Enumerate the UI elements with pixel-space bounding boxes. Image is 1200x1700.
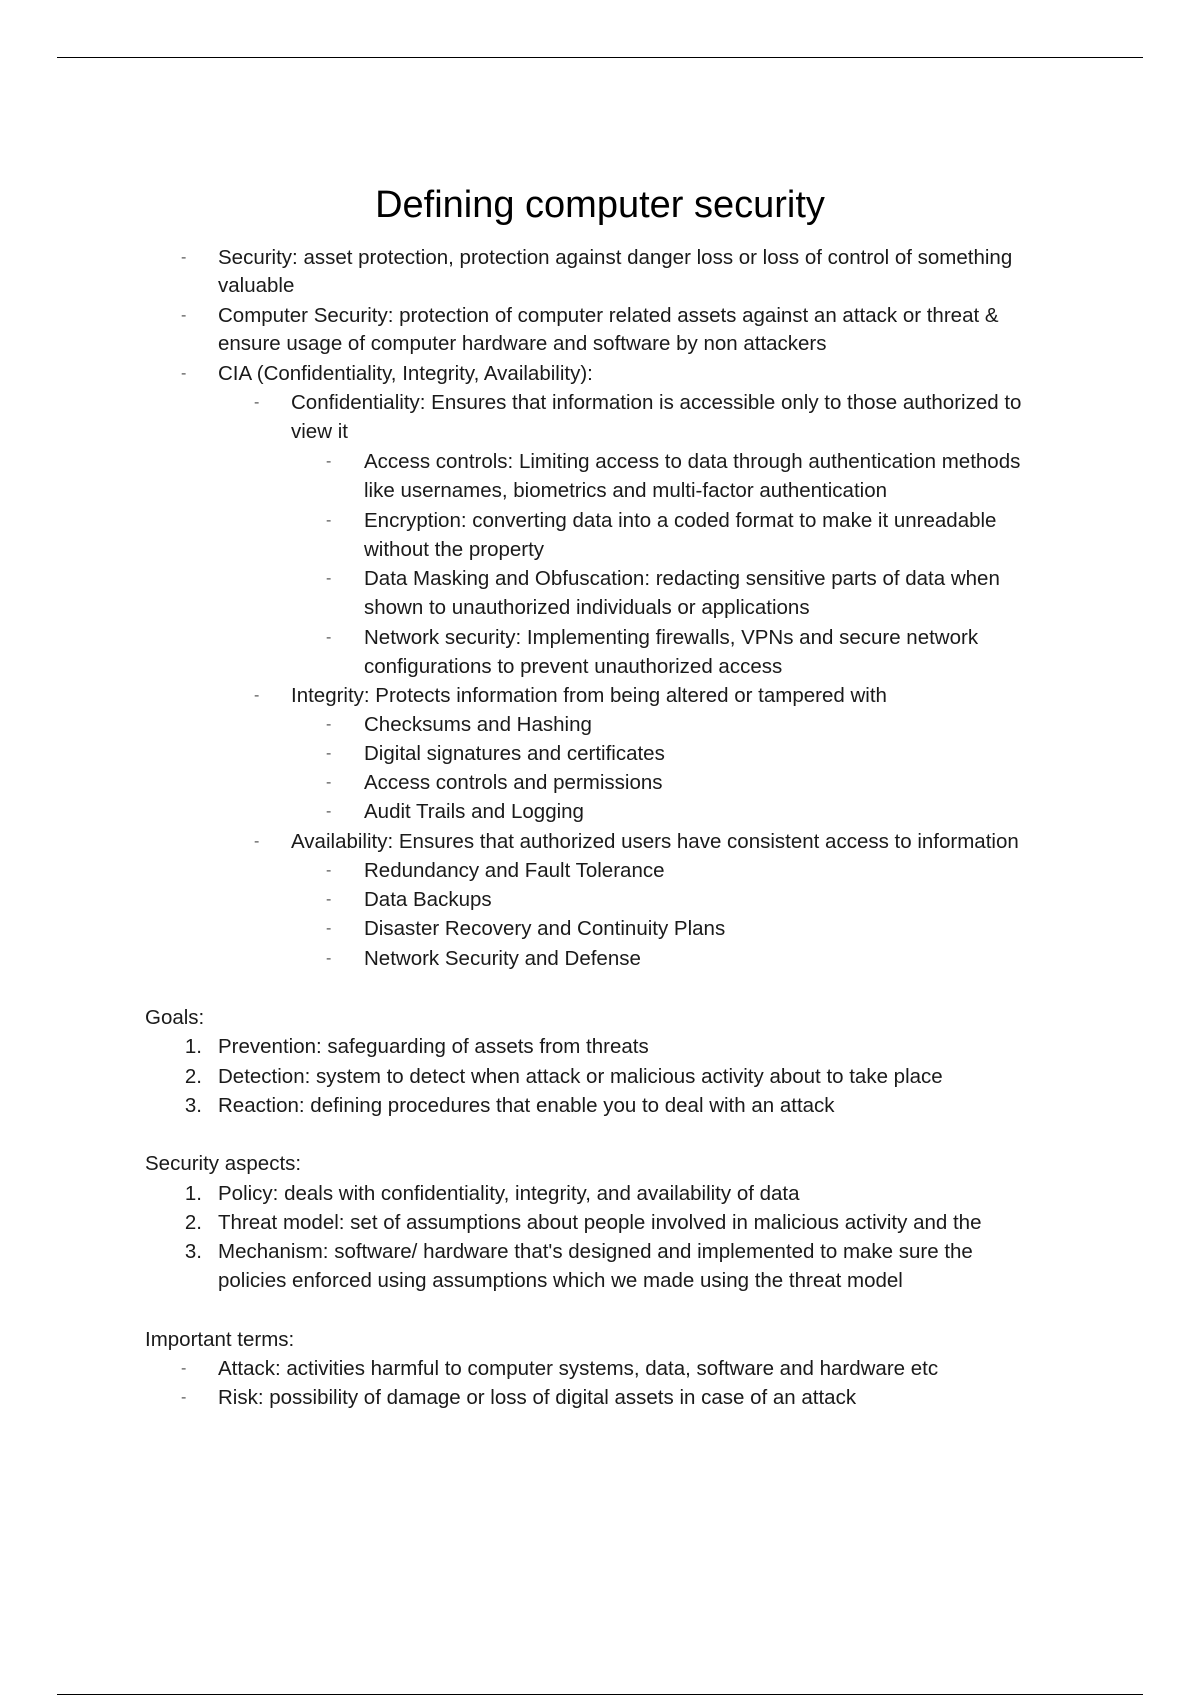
bullet-marker: -	[181, 307, 187, 324]
list-number: 2.	[184, 1211, 202, 1234]
bottom-rule	[57, 1694, 1143, 1695]
confidentiality-definition-cont: view it	[291, 420, 348, 443]
bullet-marker: -	[254, 394, 260, 411]
integrity-definition: Integrity: Protects information from being altered or tampered with	[291, 684, 887, 707]
bullet-marker: -	[326, 570, 332, 587]
bullet-marker: -	[254, 687, 260, 704]
bullet-marker: -	[326, 950, 332, 967]
availability-item: Data Backups	[364, 888, 492, 911]
goal-item: Detection: system to detect when attack or malicious activity about to take place	[218, 1065, 943, 1088]
bullet-marker: -	[181, 249, 187, 266]
computer-security-definition: Computer Security: protection of computer related assets against an attack or threat &	[218, 304, 999, 327]
integrity-item: Checksums and Hashing	[364, 713, 592, 736]
bullet-marker: -	[254, 833, 260, 850]
bullet-marker: -	[326, 920, 332, 937]
list-number: 1.	[184, 1035, 202, 1058]
bullet-marker: -	[326, 453, 332, 470]
page-title: Defining computer security	[375, 184, 825, 226]
availability-item: Network Security and Defense	[364, 947, 641, 970]
bullet-marker: -	[181, 365, 187, 382]
list-number: 3.	[184, 1240, 202, 1263]
bullet-marker: -	[326, 803, 332, 820]
security-definition-cont: valuable	[218, 274, 295, 297]
security-definition: Security: asset protection, protection against danger loss or loss of control of something	[218, 246, 1013, 269]
goals-heading: Goals:	[145, 1006, 205, 1029]
bullet-marker: -	[326, 774, 332, 791]
availability-item: Redundancy and Fault Tolerance	[364, 859, 665, 882]
goal-item: Prevention: safeguarding of assets from threats	[218, 1035, 649, 1058]
bullet-marker: -	[326, 716, 332, 733]
computer-security-definition-cont: ensure usage of computer hardware and software by non attackers	[218, 332, 827, 355]
availability-definition: Availability: Ensures that authorized users have consistent access to information	[291, 830, 1019, 853]
access-controls-item-cont: like usernames, biometrics and multi-factor authentication	[364, 479, 887, 502]
network-security-item-cont: configurations to prevent unauthorized access	[364, 655, 783, 678]
bullet-marker: -	[326, 629, 332, 646]
data-masking-item: Data Masking and Obfuscation: redacting sensitive parts of data when	[364, 567, 1000, 590]
network-security-item: Network security: Implementing firewalls, VPNs and secure network	[364, 626, 979, 649]
access-controls-item: Access controls: Limiting access to data through authentication methods	[364, 450, 1021, 473]
integrity-item: Access controls and permissions	[364, 771, 663, 794]
encryption-item: Encryption: converting data into a coded format to make it unreadable	[364, 509, 997, 532]
bullet-marker: -	[181, 1360, 187, 1377]
data-masking-item-cont: shown to unauthorized individuals or applications	[364, 596, 810, 619]
bullet-marker: -	[326, 891, 332, 908]
policy-item: Policy: deals with confidentiality, integrity, and availability of data	[218, 1182, 800, 1205]
attack-term: Attack: activities harmful to computer systems, data, software and hardware etc	[218, 1357, 939, 1380]
top-rule	[57, 57, 1143, 58]
goal-item: Reaction: defining procedures that enable you to deal with an attack	[218, 1094, 835, 1117]
mechanism-item: Mechanism: software/ hardware that's designed and implemented to make sure the	[218, 1240, 973, 1263]
list-number: 2.	[184, 1065, 202, 1088]
bullet-marker: -	[181, 1389, 187, 1406]
bullet-marker: -	[326, 512, 332, 529]
bullet-marker: -	[326, 862, 332, 879]
confidentiality-definition: Confidentiality: Ensures that information is accessible only to those authorized to	[291, 391, 1022, 414]
threat-model-item: Threat model: set of assumptions about people involved in malicious activity and the	[218, 1211, 982, 1234]
list-number: 1.	[184, 1182, 202, 1205]
list-number: 3.	[184, 1094, 202, 1117]
integrity-item: Digital signatures and certificates	[364, 742, 665, 765]
encryption-item-cont: without the property	[364, 538, 545, 561]
risk-term: Risk: possibility of damage or loss of digital assets in case of an attack	[218, 1386, 857, 1409]
security-aspects-heading: Security aspects:	[145, 1152, 302, 1175]
cia-heading: CIA (Confidentiality, Integrity, Availability):	[218, 362, 593, 385]
mechanism-item-cont: policies enforced using assumptions which we made using the threat model	[218, 1269, 903, 1292]
important-terms-heading: Important terms:	[145, 1328, 295, 1351]
availability-item: Disaster Recovery and Continuity Plans	[364, 917, 726, 940]
bullet-marker: -	[326, 745, 332, 762]
integrity-item: Audit Trails and Logging	[364, 800, 584, 823]
